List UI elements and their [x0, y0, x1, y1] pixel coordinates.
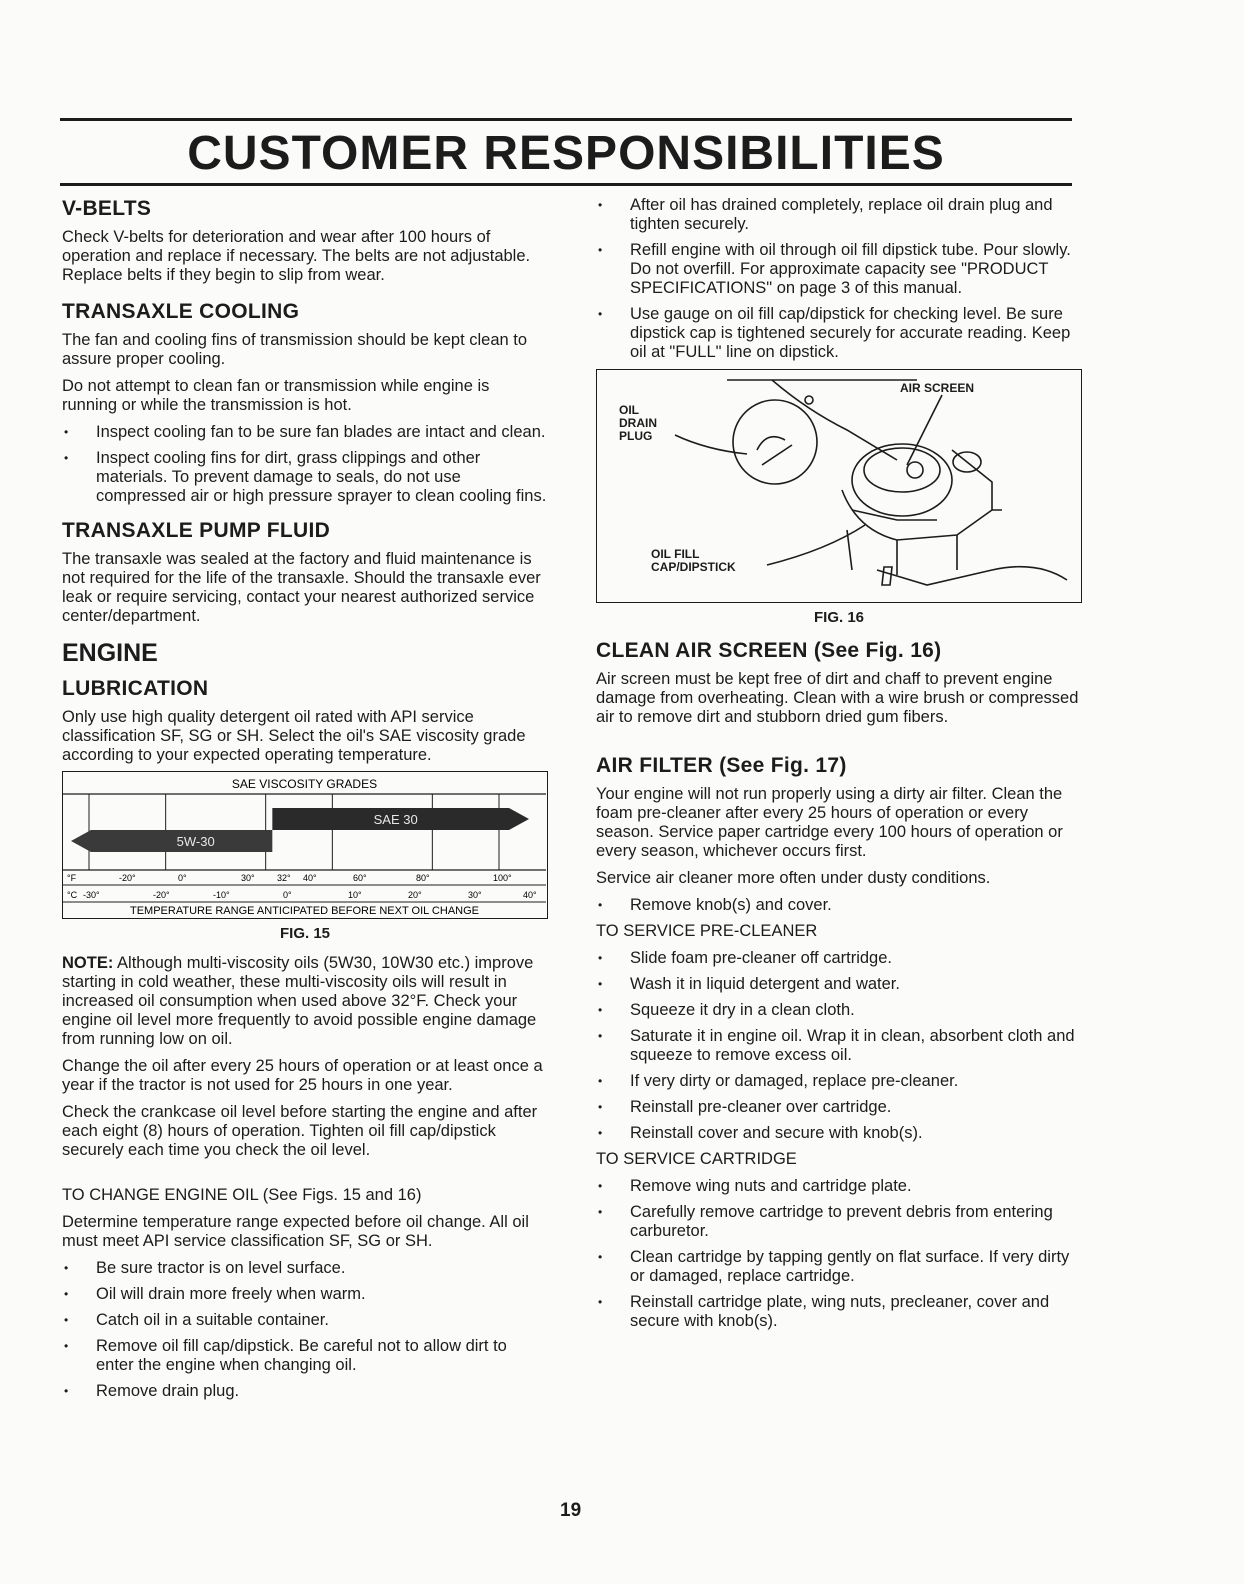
c-tick-label: -30° [83, 890, 100, 900]
transaxle-cooling-list [62, 423, 548, 506]
air-filter-p1: Your engine will not run properly using a dirty air filter. Clean the foam pre-cleaner after every 25 hours of operation or every season. Service paper cartridge every 100 hours of operation or every season, whichever occurs first. [596, 785, 1063, 860]
cartridge-heading: TO SERVICE CARTRIDGE [596, 1150, 797, 1168]
c-tick-label: 10° [348, 890, 362, 900]
left-column [62, 196, 548, 1408]
change-oil-text: Determine temperature range expected before oil change. All oil must meet API service classification SF, SG or SH. [62, 1213, 529, 1250]
oil-refill-list [596, 196, 1082, 362]
list-item: • If very dirty or damaged, replace pre-cleaner. [596, 1072, 1082, 1091]
transaxle-cooling-heading: TRANSAXLE COOLING [62, 300, 300, 323]
oil-drain-label-1: OIL [619, 403, 639, 417]
viscosity-bar-label: 5W-30 [176, 834, 215, 849]
pre-cleaner-list [596, 949, 1082, 1143]
list-item: • Reinstall pre-cleaner over cartridge. [596, 1098, 1082, 1117]
f-tick-label: 30° [241, 873, 255, 883]
chart-xlabel: TEMPERATURE RANGE ANTICIPATED BEFORE NEXT OIL CHANGE [130, 905, 479, 917]
list-item: • Reinstall cartridge plate, wing nuts, precleaner, cover and secure with knob(s). [596, 1293, 1082, 1331]
air-filter-p2: Service air cleaner more often under dusty conditions. [596, 869, 991, 887]
air-filter-heading: AIR FILTER (See Fig. 17) [596, 754, 847, 777]
lubrication-text: Only use high quality detergent oil rated with API service classification SF, SG or SH. Select the oil's SAE viscosity grade according to your expected operating temperature. [62, 708, 526, 764]
note-text: Although multi-viscosity oils (5W30, 10W30 etc.) improve starting in cold weather, these multi-viscosity oils will result in increased oil consumption when used above 32°F. Check your engine oil level more frequently to avoid possible engine damage from running low on oil. [62, 954, 537, 1048]
transaxle-cooling-p1: The fan and cooling fins of transmission should be kept clean to assure proper cooling. [62, 331, 528, 368]
f-tick-label: 60° [353, 873, 367, 883]
list-item: • Inspect cooling fan to be sure fan blades are intact and clean. [62, 423, 548, 442]
list-item: • Remove oil fill cap/dipstick. Be careful not to allow dirt to enter the engine when changing oil. [62, 1337, 548, 1375]
list-item: • Catch oil in a suitable container. [62, 1311, 548, 1330]
pre-cleaner-heading: TO SERVICE PRE-CLEANER [596, 922, 818, 940]
f-tick-label: -20° [119, 873, 136, 883]
list-item: • Refill engine with oil through oil fill dipstick tube. Pour slowly. Do not overfill. For approximate capacity see "PRODUCT SPECIFICATIONS" on page 3 of this manual. [596, 241, 1082, 298]
oil-drain-label-3: PLUG [619, 429, 653, 443]
list-item: • Remove knob(s) and cover. [596, 896, 1082, 915]
list-item: • Carefully remove cartridge to prevent debris from entering carburetor. [596, 1203, 1082, 1241]
f-axis-unit: °F [67, 873, 77, 883]
chart-title: SAE VISCOSITY GRADES [231, 777, 378, 791]
vbelts-heading: V-BELTS [62, 197, 152, 220]
viscosity-bar-label: SAE 30 [373, 812, 418, 827]
air-screen-text: Air screen must be kept free of dirt and chaff to prevent engine damage from overheating. Clean with a wire brush or compressed air to remove dirt and stubborn dried gum fibers. [596, 670, 1079, 726]
vbelts-text: Check V-belts for deterioration and wear after 100 hours of operation and replace if necessary. The belts are not adjustable. Replace belts if they begin to slip from wear. [62, 228, 531, 284]
list-item: • Oil will drain more freely when warm. [62, 1285, 548, 1304]
lubrication-heading: LUBRICATION [62, 677, 209, 700]
fig15-caption: FIG. 15 [279, 925, 331, 942]
transaxle-cooling-p2: Do not attempt to clean fan or transmission while engine is running or while the transmission is hot. [62, 377, 490, 414]
list-item: • Clean cartridge by tapping gently on flat surface. If very dirty or damaged, replace cartridge. [596, 1248, 1082, 1286]
page-title: CUSTOMER RESPONSIBILITIES [187, 127, 945, 180]
f-tick-label: 100° [493, 873, 512, 883]
air-screen-heading: CLEAN AIR SCREEN (See Fig. 16) [596, 639, 942, 662]
oil-change-text: Change the oil after every 25 hours of operation or at least once a year if the tractor is not used for 25 hours in one year. [62, 1057, 543, 1094]
list-item: • Wash it in liquid detergent and water. [596, 975, 1082, 994]
viscosity-bar [71, 830, 272, 852]
list-item: • Use gauge on oil fill cap/dipstick for checking level. Be sure dipstick cap is tightened securely for accurate reading. Keep oil at "FULL" line on dipstick. [596, 305, 1082, 362]
c-tick-label: -10° [213, 890, 230, 900]
oil-check-text: Check the crankcase oil level before starting the engine and after each eight (8) hours of operation. Tighten oil fill cap/dipstick securely each time you check the oil level. [62, 1103, 538, 1159]
oil-drain-label-2: DRAIN [619, 416, 657, 430]
engine-heading: ENGINE [62, 639, 158, 667]
cartridge-list [596, 1177, 1082, 1331]
f-tick-label: 32° [277, 873, 291, 883]
c-tick-label: 20° [408, 890, 422, 900]
note-label: NOTE: [62, 954, 114, 972]
page-number: 19 [560, 1500, 582, 1521]
air-screen-label: AIR SCREEN [900, 381, 975, 395]
pump-fluid-heading: TRANSAXLE PUMP FLUID [62, 519, 331, 542]
header-rule-top [60, 118, 1072, 121]
c-tick-label: 40° [523, 890, 537, 900]
sae-viscosity-chart [62, 771, 548, 919]
list-item: • Inspect cooling fins for dirt, grass clippings and other materials. To prevent damage to seals, do not use compressed air or high pressure sprayer to clean cooling fins. [62, 449, 548, 506]
oil-note [62, 954, 548, 1049]
f-tick-label: 80° [416, 873, 430, 883]
list-item: • Squeeze it dry in a clean cloth. [596, 1001, 1082, 1020]
list-item: • Slide foam pre-cleaner off cartridge. [596, 949, 1082, 968]
oil-fill-label-2: CAP/DIPSTICK [651, 560, 736, 574]
change-oil-list [62, 1259, 548, 1401]
list-item: • Remove wing nuts and cartridge plate. [596, 1177, 1082, 1196]
list-item: • Remove drain plug. [62, 1382, 548, 1401]
list-item: • Be sure tractor is on level surface. [62, 1259, 548, 1278]
air-filter-list-a [596, 896, 1082, 915]
list-item: • After oil has drained completely, replace oil drain plug and tighten securely. [596, 196, 1082, 234]
oil-fill-label-1: OIL FILL [651, 547, 700, 561]
f-tick-label: 40° [303, 873, 317, 883]
header-rule-bottom [60, 183, 1072, 186]
list-item: • Reinstall cover and secure with knob(s). [596, 1124, 1082, 1143]
right-column [596, 196, 1082, 1338]
c-axis-unit: °C [67, 890, 78, 900]
list-item: • Saturate it in engine oil. Wrap it in clean, absorbent cloth and squeeze to remove excess oil. [596, 1027, 1082, 1065]
c-tick-label: 0° [283, 890, 292, 900]
viscosity-chart-svg [63, 772, 546, 918]
change-oil-heading: TO CHANGE ENGINE OIL (See Figs. 15 and 16) [62, 1186, 422, 1204]
f-tick-label: 0° [178, 873, 187, 883]
fig16-illustration [596, 369, 1082, 603]
fig16-caption: FIG. 16 [813, 609, 865, 626]
pump-fluid-text: The transaxle was sealed at the factory and fluid maintenance is not required for the life of the transaxle. Should the transaxle ever leak or require servicing, contact your nearest authorized service center/department. [62, 550, 541, 625]
c-tick-label: 30° [468, 890, 482, 900]
c-tick-label: -20° [153, 890, 170, 900]
